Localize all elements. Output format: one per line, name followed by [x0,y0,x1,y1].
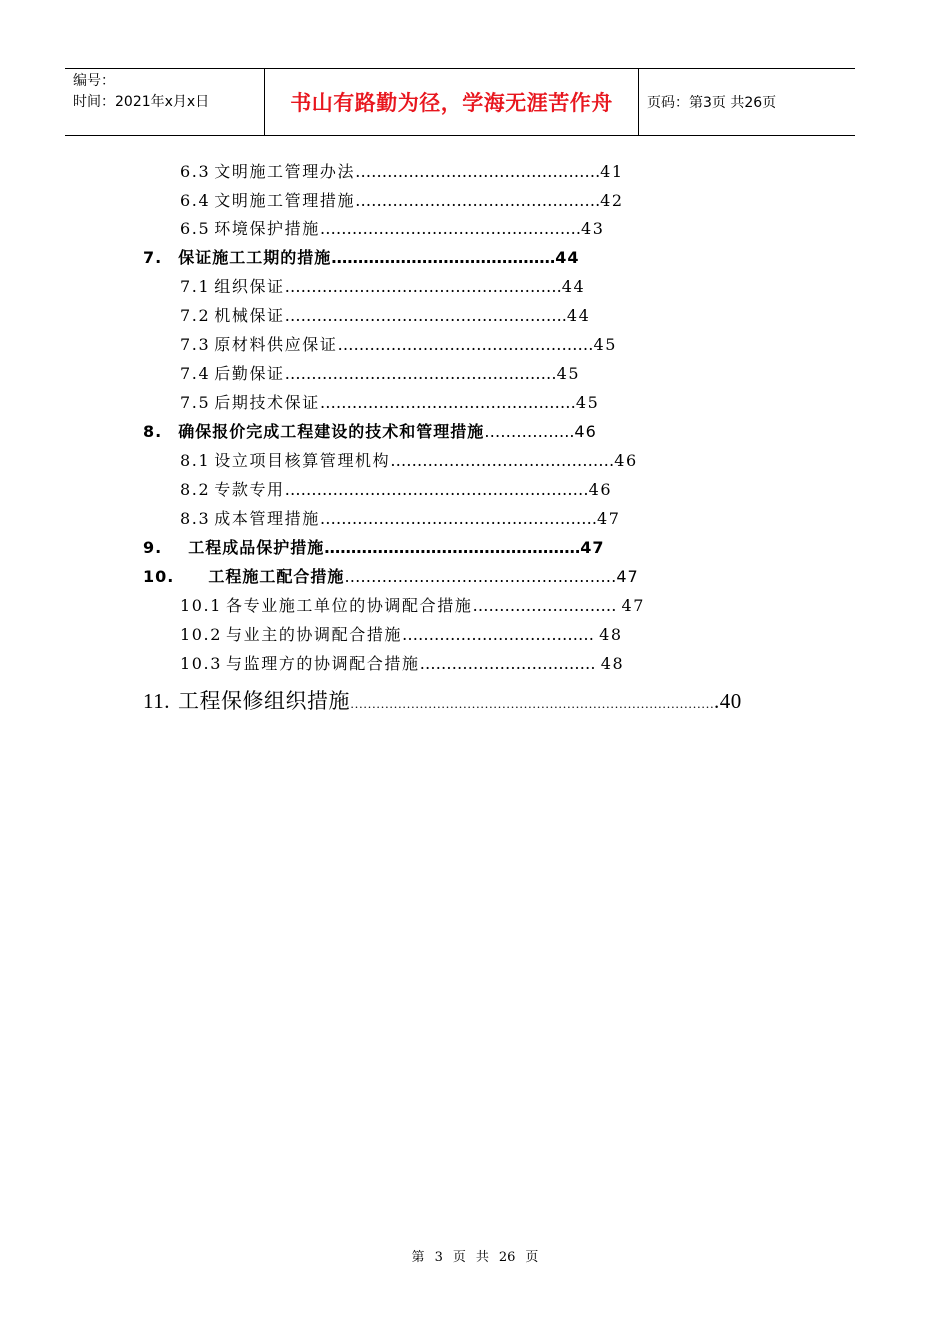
toc-chapter[interactable] [143,422,597,442]
toc-entry-number: 7.2 [180,306,211,325]
header-meta [65,69,265,135]
toc-entry[interactable] [180,219,605,239]
toc-entry-number: 7.3 [180,335,211,354]
toc-entry-title: 保证施工工期的措施 [178,248,332,267]
toc-entry-page: 43 [580,219,605,238]
toc-entry-number: 6.3 [180,162,211,181]
toc-entry-number: 8.1 [180,451,211,470]
toc-entry-title: 设立项目核算管理机构 [214,451,391,470]
toc-entry-leader: ………………………………………… [324,538,581,557]
toc-entry-number: 6.4 [180,191,211,210]
toc-entry-leader: …………………………………………….. [284,306,567,325]
toc-entry-leader: ……………………………… [402,625,600,644]
toc-entry-number: 10. [143,567,175,586]
toc-entry[interactable] [180,335,617,355]
toc-entry-title: 文明施工管理办法 [214,162,356,181]
toc-entry-title: 确保报价完成工程建设的技术和管理措施 [178,422,485,441]
toc-entry-title: 原材料供应保证 [214,335,338,354]
toc-entry-leader: ………………………………………………………………………… [349,696,714,711]
toc-entry[interactable] [180,162,624,182]
toc-entry-title: 工程保修组织措施 [177,689,350,713]
toc-entry[interactable] [180,393,599,413]
toc-entry-page: 44 [561,277,586,296]
toc-entry-title: 环境保护措施 [214,219,320,238]
toc-entry[interactable] [180,191,624,211]
toc-entry-leader: …………………………………………. [319,219,581,238]
toc-entry-title: 组织保证 [214,277,285,296]
footer-gong: 共 [475,1250,489,1265]
toc-entry-title: 文明施工管理措施 [214,191,356,210]
toc-entry-leader: ……………………… [472,596,622,615]
toc-entry[interactable] [180,277,585,297]
page-footer [0,1246,950,1265]
toc-entry-leader: ……………………………………………. [284,277,562,296]
toc-entry-leader: …………….. [484,422,575,441]
toc-entry-leader: ………………………………………………… [284,480,589,499]
toc-entry[interactable] [180,451,638,471]
toc-entry-title: 专款专用 [214,480,285,499]
toc-entry-number: 8.3 [180,509,211,528]
page-header [65,68,855,136]
toc-entry-page: 42 [600,191,624,210]
toc-entry-number: 6.5 [180,219,211,238]
toc-chapter[interactable] [143,691,742,714]
toc-entry-number: 9. [143,538,163,557]
toc-entry-page: 47 [596,509,621,528]
toc-entry-title: 后期技术保证 [214,393,320,412]
toc-entry-page: .40 [713,689,742,713]
toc-chapter[interactable] [143,567,639,587]
toc-entry[interactable] [180,480,612,500]
toc-entry-title: 工程施工配合措施 [208,567,345,586]
toc-entry-leader: …………………………………………… [284,364,557,383]
toc-entry-leader: …………………………………… [331,248,556,267]
toc-chapter[interactable] [143,538,605,558]
toc-entry-leader: ………………………………………. [355,162,601,181]
toc-entry-number: 10.1 [180,596,223,615]
toc-entry-page: 46 [588,480,613,499]
toc-entry-page: 45 [556,364,581,383]
footer-di: 第 [411,1250,425,1265]
toc-entry-page: 48 [600,654,625,673]
toc-entry-page: 47 [621,596,646,615]
footer-ye: 页 [452,1250,466,1265]
toc-entry-leader: …………………………… [419,654,601,673]
toc-entry[interactable] [180,654,624,674]
toc-entry[interactable] [180,509,621,529]
toc-entry-leader: ……………………………………………. [319,509,597,528]
toc-entry-leader: …………………………………………… [344,567,617,586]
toc-entry-leader: ………………………………………… [319,393,576,412]
toc-entry[interactable] [180,625,623,645]
toc-entry-title: 与监理方的协调配合措施 [226,654,420,673]
toc-entry-page: 46 [614,451,638,470]
toc-entry-title: 工程成品保护措施 [188,538,325,557]
footer-current-page: 3 [434,1250,443,1265]
toc-entry-title: 与业主的协调配合措施 [226,625,403,644]
toc-entry-number: 7.5 [180,393,211,412]
toc-entry-title: 成本管理措施 [214,509,320,528]
toc-entry-page: 47 [616,567,639,586]
toc-entry-page: 47 [580,538,605,557]
toc-entry[interactable] [180,596,645,616]
footer-ye: 页 [525,1250,539,1265]
header-motto: 书山有路勤为径，学海无涯苦作舟 [265,69,639,135]
toc-entry-page: 44 [566,306,591,325]
footer-total-pages: 26 [498,1250,516,1265]
toc-entry-leader: …………………………………… [390,451,615,470]
toc-entry-number: 10.3 [180,654,223,673]
toc-entry-number: 8. [143,422,163,441]
toc-entry-page: 41 [600,162,624,181]
toc-entry-leader: ………………………………………. [355,191,601,210]
toc-entry-page: 48 [599,625,623,644]
toc-chapter[interactable] [143,248,580,268]
toc-entry-number: 7. [143,248,163,267]
date-label: 时间：2021年x月x日 [73,94,210,110]
toc-entry-page: 44 [555,248,580,267]
toc-entry-number: 11. [143,689,170,713]
toc-entry-number: 10.2 [180,625,223,644]
toc-entry-title: 后勤保证 [214,364,285,383]
toc-entry-title: 各专业施工单位的协调配合措施 [226,596,473,615]
toc-entry-leader: ………………………………………… [337,335,594,354]
toc-entry[interactable] [180,306,590,326]
header-page-number: 页码：第3页 共26页 [647,95,777,111]
toc-entry-number: 7.1 [180,277,211,296]
toc-entry-number: 7.4 [180,364,211,383]
toc-entry-page: 46 [574,422,597,441]
toc-entry[interactable] [180,364,580,384]
toc-entry-title: 机械保证 [214,306,285,325]
toc-entry-number: 8.2 [180,480,211,499]
toc-entry-page: 45 [575,393,600,412]
toc-entry-page: 45 [593,335,618,354]
serial-number-label: 编号： [73,73,115,89]
